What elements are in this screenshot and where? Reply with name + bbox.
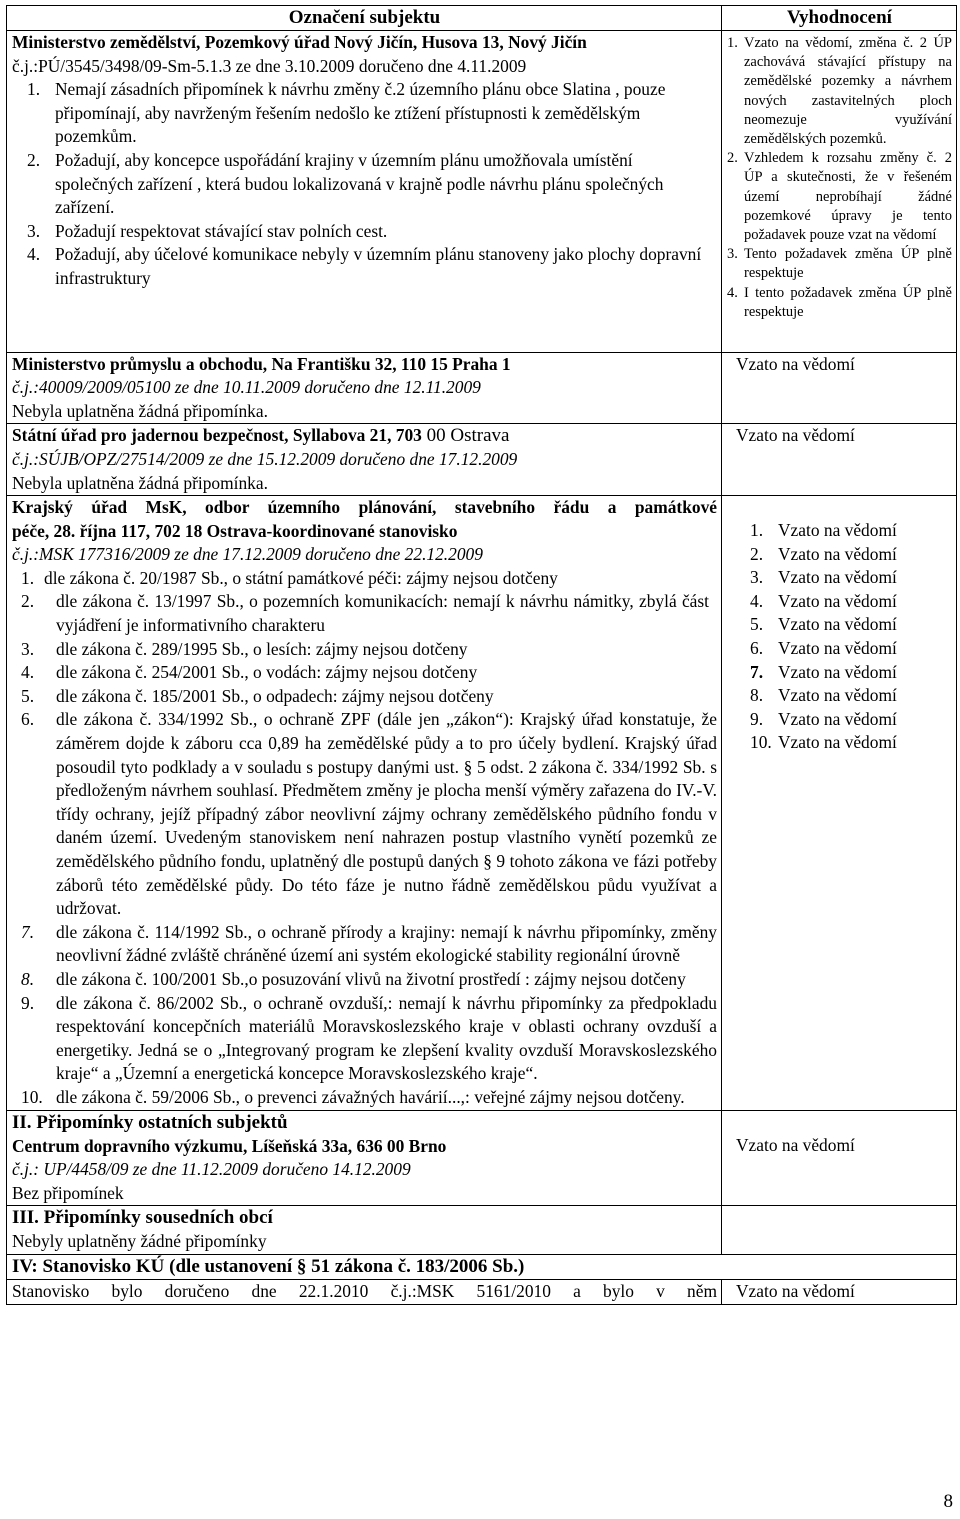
list-item: 4. I tento požadavek změna ÚP plně respektuje <box>727 284 952 320</box>
subject-title: Státní úřad pro jadernou bezpečnost, Syllabova 21, 703 00 Ostrava <box>12 425 510 447</box>
header-evaluation: Vyhodnocení <box>722 6 957 31</box>
subject-cell <box>7 424 722 496</box>
subject-cell <box>7 1206 722 1255</box>
table-row <box>7 1110 957 1206</box>
list-item: 7. Vzato na vědomí <box>750 661 897 682</box>
list-item: 5. Vzato na vědomí <box>750 614 897 635</box>
list-item: 6. dle zákona č. 334/1992 Sb., o ochraně ZPF (dále jen „zákon“): Krajský úřad konstatuje, že záměrem dojde k záboru cca 0,89 ha zemědělské půdy a to pro účely bydlení. Krajský úřad posoudil tyto podklady a v souladu s postupy danými ust. § 5 odst. 2 zákona č. 334/1992 Sb. s předloženým návrhem souhlasí. Předmětem změny je plocha menší výměry zařazena do IV.-V. třídy ochrany, jejíž případný zábor neovlivní zájmy ochrany zemědělského půdního fondu v daném území. Uvedeným stanoviskem není nahrazen postup vlastního vynětí pozemků ze zemědělského půdního fondu, uplatněný dle postupů daných § 9 tohoto zákona ve fázi potřeby záborů této zemědělské půdy. Do této fáze je nutno řádně zemědělskou půdu využívat a udržovat. <box>21 709 717 919</box>
evaluation-cell <box>722 352 957 424</box>
subject-cell <box>7 496 722 1110</box>
evaluation-cell <box>722 31 957 353</box>
list-item: 2. Vzato na vědomí <box>750 543 897 564</box>
subject-note: Nebyla uplatněna žádná připomínka. <box>12 472 268 493</box>
table-row <box>7 352 957 424</box>
evaluation-cell <box>722 424 957 496</box>
subject-cell <box>7 1279 722 1304</box>
table-row <box>7 1206 957 1255</box>
subject-title: Ministerstvo průmyslu a obchodu, Na Františku 32, 110 15 Praha 1 <box>12 353 511 374</box>
evaluation-text: Vzato na vědomí <box>736 1134 855 1155</box>
list-item: 5. dle zákona č. 185/2001 Sb., o odpadech: zájmy nejsou dotčeny <box>21 685 494 706</box>
table-header-row <box>7 6 957 31</box>
subject-text: Stanovisko bylo doručeno dne 22.1.2010 č.j.:MSK 5161/2010 a bylo v něm <box>12 1280 717 1301</box>
list-item: 4. Vzato na vědomí <box>750 590 897 611</box>
subject-cell <box>7 352 722 424</box>
list-item: 10. Vzato na vědomí <box>750 732 897 753</box>
evaluation-cell <box>722 1110 957 1206</box>
list-item: 3. Tento požadavek změna ÚP plně respektuje <box>727 246 952 282</box>
subject-note: Bez připomínek <box>12 1182 124 1203</box>
subject-title: Krajský úřad MsK, odbor územního plánování, stavebního řádu a památkové <box>12 497 717 518</box>
list-item: 3. Vzato na vědomí <box>750 567 897 588</box>
list-item: 1. dle zákona č. 20/1987 Sb., o státní památkové péči: zájmy nejsou dotčeny <box>21 567 558 588</box>
list-item: 1. Vzato na vědomí <box>750 520 897 541</box>
list-item: 8. dle zákona č. 100/2001 Sb.,o posuzování vlivů na životní prostředí : zájmy nejsou dotčeny <box>21 968 686 989</box>
list-item: 9. dle zákona č. 86/2002 Sb., o ochraně ovzduší,: nemají k návrhu připomínky za předpokladu respektování koncepčních materiálů Moravskoslezského kraje v oblasti ochrany ovzduší a energetiky. Jedná se o „Integrovaný program ke zlepšení kvality ovzduší Moravskoslezského kraje“ a „Územní a energetická koncepce Moravskoslezského kraje“. <box>21 992 717 1084</box>
page-number: 8 <box>943 1491 953 1512</box>
list-item: 7. dle zákona č. 114/1992 Sb., o ochraně přírody a krajiny: nemají k návrhu připomínky, změny neovlivní žádné zvláště chráněné území ani systém ekologické stability regionální úrovně <box>21 921 717 966</box>
table-row <box>7 1279 957 1304</box>
evaluation-text: Vzato na vědomí <box>736 1280 855 1301</box>
subject-cell <box>7 1110 722 1206</box>
list-item: 9. Vzato na vědomí <box>750 708 897 729</box>
list-item: 8. Vzato na vědomí <box>750 685 897 706</box>
subject-note: Nebyla uplatněna žádná připomínka. <box>12 400 268 421</box>
table-row <box>7 424 957 496</box>
section-heading: III. Připomínky sousedních obcí <box>12 1207 273 1229</box>
subject-note: Nebyly uplatněny žádné připomínky <box>12 1231 267 1252</box>
subject-title-cont: péče, 28. října 117, 702 18 Ostrava-koordinované stanovisko <box>12 520 458 541</box>
list-item: 2. Požadují, aby koncepce uspořádání krajiny v územním plánu umožňovala umístění společných zařízení , která budou lokalizovaná v krajně podle návrhu plánu společných zařízení. <box>27 149 664 218</box>
subject-ref: č.j.:PÚ/3545/3498/09-Sm-5.1.3 ze dne 3.10.2009 doručeno dne 4.11.2009 <box>12 55 527 76</box>
subject-ref: č.j.:MSK 177316/2009 ze dne 17.12.2009 doručeno dne 22.12.2009 <box>12 544 483 565</box>
evaluation-cell <box>722 496 957 1110</box>
list-item: 1. Vzato na vědomí, změna č. 2 ÚP zachovává stávající přístupy na zemědělské pozemky a návrhem nových zastavitelných ploch neomezuje využívání zemědělských pozemků. <box>727 35 952 148</box>
evaluation-table <box>6 5 957 1305</box>
evaluation-text: Vzato na vědomí <box>736 353 855 374</box>
subject-title: Ministerstvo zemědělství, Pozemkový úřad Nový Jičín, Husova 13, Nový Jičín <box>12 32 587 52</box>
list-item: 6. Vzato na vědomí <box>750 638 897 659</box>
list-item: 2. dle zákona č. 13/1997 Sb., o pozemních komunikacích: nemají k návrhu námitky, zbylá část vyjádření je informativního charakteru <box>21 591 709 636</box>
header-subject: Označení subjektu <box>7 6 722 31</box>
list-item: 1. Nemají zásadních připomínek k návrhu změny č.2 územního plánu obce Slatina , pouze připomínají, aby navrženým řešením nedošlo ke ztížení přístupnosti k zemědělským pozemkům. <box>27 79 666 147</box>
subject-cell <box>7 31 722 353</box>
list-item: 10. dle zákona č. 59/2006 Sb., o prevenci závažných havárií...,: veřejné zájmy nejsou dotčeny. <box>21 1086 685 1107</box>
list-item: 4. Požadují, aby účelové komunikace nebyly v územním plánu stanoveny jako plochy dopravní infrastruktury <box>27 244 702 288</box>
subject-ref: č.j.: UP/4458/09 ze dne 11.12.2009 doručeno 14.12.2009 <box>12 1159 411 1180</box>
subject-title: Centrum dopravního výzkumu, Líšeňská 33a, 636 00 Brno <box>12 1135 447 1156</box>
list-item: 2. Vzhledem k rozsahu změny č. 2 ÚP a skutečnosti, že v řešeném území neprobíhají žádné pozemkové úpravy je tento požadavek pouze vzat na vědomí <box>727 150 952 244</box>
list-item: 3. dle zákona č. 289/1995 Sb., o lesích: zájmy nejsou dotčeny <box>21 638 468 659</box>
list-item: 3. Požadují respektovat stávající stav polních cest. <box>27 220 388 241</box>
subject-ref: č.j.:40009/2009/05100 ze dne 10.11.2009 doručeno dne 12.11.2009 <box>12 377 481 398</box>
table-row <box>7 31 957 353</box>
list-item: 4. dle zákona č. 254/2001 Sb., o vodách: zájmy nejsou dotčeny <box>21 662 478 683</box>
section-heading: II. Připomínky ostatních subjektů <box>12 1111 288 1133</box>
subject-cell <box>7 1254 957 1279</box>
evaluation-text: Vzato na vědomí <box>736 425 855 446</box>
section-heading: IV: Stanovisko KÚ (dle ustanovení § 51 zákona č. 183/2006 Sb.) <box>12 1255 525 1277</box>
subject-ref: č.j.:SÚJB/OPZ/27514/2009 ze dne 15.12.2009 doručeno dne 17.12.2009 <box>12 448 518 469</box>
evaluation-cell <box>722 1279 957 1304</box>
evaluation-cell <box>722 1206 957 1255</box>
table-row <box>7 496 957 1110</box>
table-row <box>7 1254 957 1279</box>
